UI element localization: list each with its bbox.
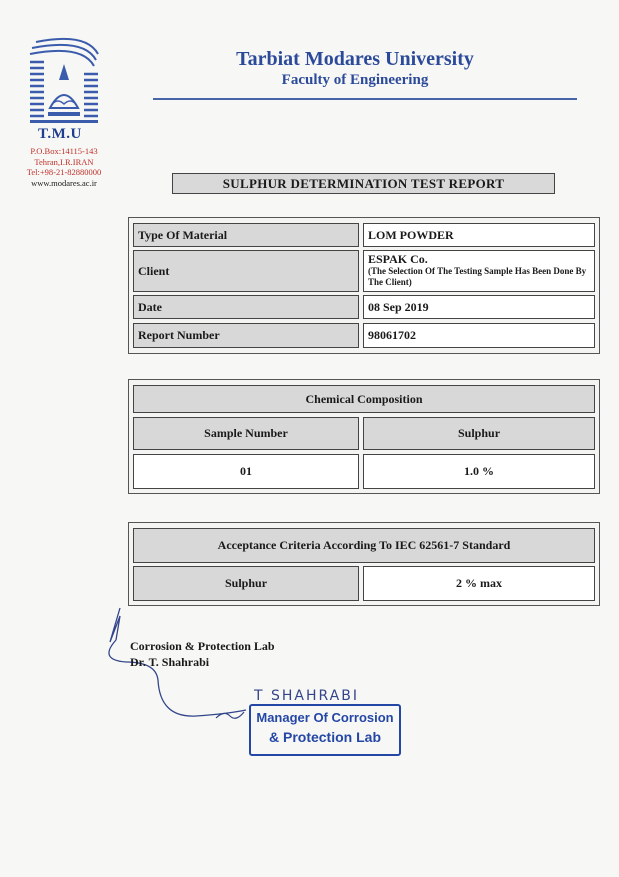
tmu-logo-icon [26,34,102,126]
date-value: 08 Sep 2019 [363,295,595,319]
lab-name: Corrosion & Protection Lab [130,639,275,653]
report-number-label: Report Number [133,323,359,348]
criteria-label: Sulphur [133,566,359,601]
material-label: Type Of Material [133,223,359,247]
sulphur-value: 1.0 % [363,454,595,489]
composition-title: Chemical Composition [133,385,595,413]
client-note: (The Selection Of The Testing Sample Has Been Done By The Client) [368,266,587,287]
university-abbreviation: T.M.U [38,126,82,142]
client-label: Client [133,250,359,292]
composition-table [128,379,600,494]
university-name: Tarbiat Modares University [236,48,474,70]
material-value: LOM POWDER [363,223,595,247]
stamp-line-1: Manager Of Corrosion [256,710,394,725]
stamp-line-2: & Protection Lab [268,729,381,745]
address-phone: Tel:+98-21-82880000 [26,167,102,177]
faculty-name: Faculty of Engineering [281,72,429,88]
criteria-value: 2 % max [363,566,595,601]
lab-stamp [249,704,401,756]
address-city: Tehran,I.R.IRAN [34,156,94,167]
address-website: www.modares.ac.ir [31,177,97,188]
criteria-table [128,522,600,606]
sample-number-value: 01 [133,454,359,489]
sulphur-header: Sulphur [363,417,595,450]
report-title: SULPHUR DETERMINATION TEST REPORT [172,173,555,194]
sample-number-header: Sample Number [133,417,359,450]
date-label: Date [133,295,359,319]
client-value-cell [363,250,595,292]
address-block [18,146,110,188]
criteria-title: Acceptance Criteria According To IEC 62561-7 Standard [133,528,595,563]
report-number-value: 98061702 [363,323,595,348]
client-value: ESPAK Co. [368,252,428,266]
handwritten-signature-text: T SHAHRABI [254,688,359,704]
header-divider [153,98,577,100]
address-pobox: P.O.Box:14115-143 [30,146,98,156]
info-table [128,217,600,354]
signatory-name: Dr. T. Shahrabi [130,655,210,669]
